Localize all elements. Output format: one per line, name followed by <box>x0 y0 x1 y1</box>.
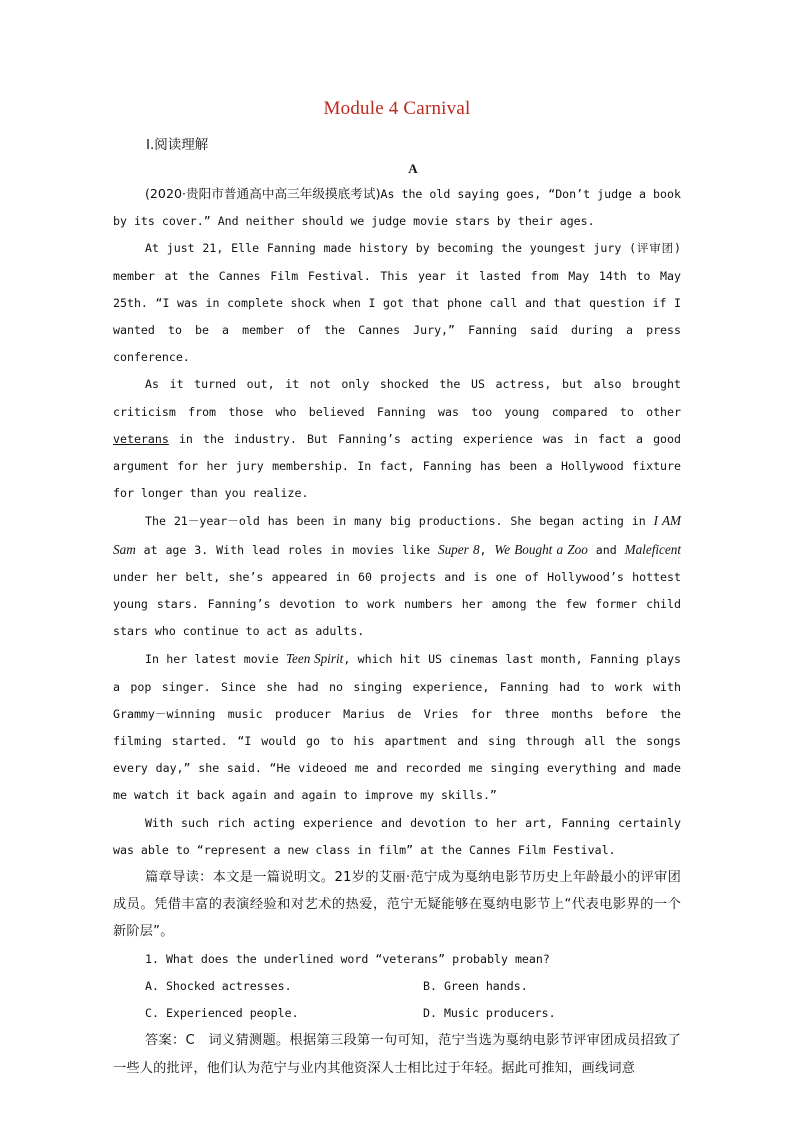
paragraph-4-text-a: The 21－year－old has been in many big productions. She began acting in <box>145 514 654 529</box>
paragraph-1 <box>113 180 681 235</box>
option-c: C. Experienced people. <box>145 1006 299 1021</box>
film-title: Super 8 <box>437 541 480 557</box>
paragraph-5-text-a: In her latest movie <box>145 652 286 667</box>
option-a: A. Shocked actresses. <box>145 978 292 993</box>
paragraph-4-text-c: , <box>479 542 495 557</box>
section-heading: Ⅰ.阅读理解 <box>146 137 209 153</box>
paragraph-3-text-a: As it turned out, it not only shocked the US actress, but also brought criticism from those who believed Fanning was too young compared to other <box>113 377 681 419</box>
paragraph-4-text-e: under her belt, she’s appeared in 60 projects and is one of Hollywood’s hottest young stars. Fanning’s devotion to work numbers her among the few former child stars who continue to act as adults. <box>113 569 681 639</box>
paragraph-3-text-b: in the industry. But Fanning’s acting experience was in fact a good argument for her jury membership. In fact, Fanning has been a Hollywood fixture for longer than you realize. <box>113 431 681 501</box>
paragraph-4-text-d: and <box>587 542 625 557</box>
source-note: (2020·贵阳市普通高中高三年级摸底考试) <box>145 186 381 201</box>
passage-guide: 篇章导读：本文是一篇说明文。21岁的艾丽·范宁成为戛纳电影节历史上年龄最小的评审团成员。凭借丰富的表演经验和对艺术的热爱，范宁无疑能够在戛纳电影节上“代表电影界的一个新阶层”。 <box>113 870 681 940</box>
paragraph-5 <box>113 645 681 809</box>
paragraph-5-text-b: , which hit US cinemas last month, Fanning plays a pop singer. Since she had no singing experience, Fanning had to work with Grammy－winning music producer Marius de Vries for three months before the filming started. “I would go to his apartment and sing through all the songs every day,” she said. “He videoed me and recorded me singing everything and made me watch it back again and again to improve my skills.” <box>113 652 682 803</box>
paragraph-6: With such rich acting experience and devotion to her art, Fanning certainly was able to “represent a new class in film” at the Cannes Film Festival. <box>113 815 681 857</box>
passage-body <box>113 180 681 1082</box>
answer-explanation: 答案：C 词义猜测题。根据第三段第一句可知，范宁当选为戛纳电影节评审团成员招致了一些人的批评，他们认为范宁与业内其他资深人士相比过于年轻。据此可推知，画线词意 <box>113 1033 681 1076</box>
film-title: I AM Sam <box>113 513 681 557</box>
options-row-2 <box>113 1000 681 1027</box>
paragraph-2: At just 21, Elle Fanning made history by becoming the youngest jury (评审团) member at the Cannes Film Festival. This year it lasted from May 14th to May 25th. “I was in complete shock when I got that phone call and that question if I wanted to be a member of the Cannes Jury,” Fanning said during a press conference. <box>113 241 681 365</box>
paragraph-1-text: As the old saying goes, “Don’t judge a book by its cover.” And neither should we judge movie stars by their ages. <box>113 187 681 229</box>
options-row-1 <box>113 973 681 1000</box>
underlined-word: veterans <box>113 431 169 446</box>
question-1-stem: 1. What does the underlined word “veterans” probably mean? <box>145 951 550 966</box>
document-title: Module 4 Carnival <box>323 98 471 119</box>
paragraph-3 <box>113 371 681 507</box>
paragraph-4-text-b: at age 3. With lead roles in movies like <box>135 542 438 557</box>
option-b: B. Green hands. <box>423 978 528 993</box>
paragraph-4 <box>113 507 681 645</box>
passage-label: A <box>408 161 418 176</box>
film-title: Maleficent <box>624 541 681 557</box>
film-title: We Bought a Zoo <box>494 541 588 557</box>
film-title: Teen Spirit <box>285 651 344 667</box>
option-d: D. Music producers. <box>423 1006 556 1021</box>
